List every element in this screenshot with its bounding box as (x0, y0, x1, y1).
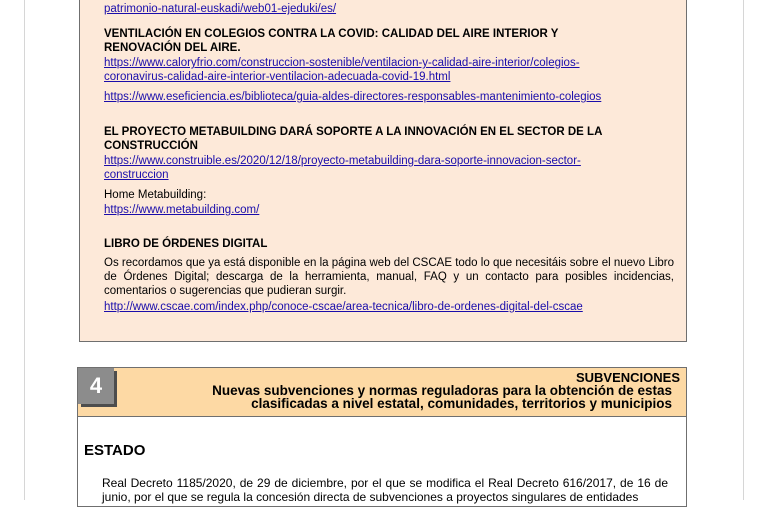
covid-link1-line2[interactable]: coronavirus-calidad-aire-interior-ventilacion-adecuada-covid-19.html (104, 71, 451, 83)
estado-heading: ESTADO (84, 442, 146, 459)
section-subtitle-line2: clasificadas a nivel estatal, comunidades, territorios y municipios (251, 396, 672, 411)
libro-heading: LIBRO DE ÓRDENES DIGITAL (104, 238, 268, 250)
covid-link1-line1[interactable]: https://www.caloryfrio.com/construccion-sostenible/ventilacion-y-calidad-aire-interior/colegios- (104, 57, 580, 69)
metabuilding-heading-line1: EL PROYECTO METABUILDING DARÁ SOPORTE A LA INNOVACIÓN EN EL SECTOR DE LA (104, 126, 603, 138)
covid-heading (104, 27, 674, 55)
section-number: 4 (78, 368, 114, 404)
metabuilding-home-link[interactable]: https://www.metabuilding.com/ (104, 204, 260, 216)
covid-link2[interactable]: https://www.eseficiencia.es/biblioteca/guia-aldes-directores-responsables-mantenimiento-colegios (104, 91, 602, 103)
metabuilding-link1-line2[interactable]: construccion (104, 169, 169, 181)
real-decreto-text: Real Decreto 1185/2020, de 29 de diciembre, por el que se modifica el Real Decreto 616/2017, de 16 de junio, por el que se regula la concesión directa de subvenciones a proyectos singulares de entidades (102, 476, 668, 504)
section-subtitle-line1: Nuevas subvenciones y normas reguladoras para la obtención de estas (212, 383, 672, 398)
top-link[interactable]: patrimonio-natural-euskadi/web01-ejeduki/es/ (104, 3, 337, 15)
libro-link[interactable]: http://www.cscae.com/index.php/conoce-cscae/area-tecnica/libro-de-ordenes-digital-del-cscae (104, 301, 583, 313)
metabuilding-heading (104, 125, 674, 153)
metabuilding-link1-line1[interactable]: https://www.construible.es/2020/12/18/proyecto-metabuilding-dara-soporte-innovacion-sector- (104, 155, 581, 167)
libro-body: Os recordamos que ya está disponible en la página web del CSCAE todo lo que necesitáis sobre el nuevo Libro de Órdenes Digital; descarga de la herramienta, manual, FAQ y un contacto para posibles incidencias, comentarios o sugerencias que pudieran surgir. (104, 257, 674, 297)
section-title: SUBVENCIONES (575, 370, 680, 385)
covid-link1[interactable] (104, 56, 674, 84)
metabuilding-heading-line2: CONSTRUCCIÓN (104, 140, 198, 152)
metabuilding-home-label: Home Metabuilding: (104, 189, 207, 201)
metabuilding-link1[interactable] (104, 154, 674, 182)
covid-heading-line1: VENTILACIÓN EN COLEGIOS CONTRA LA COVID: CALIDAD DEL AIRE INTERIOR Y (104, 28, 559, 40)
covid-heading-line2: RENOVACIÓN DEL AIRE. (104, 42, 241, 54)
